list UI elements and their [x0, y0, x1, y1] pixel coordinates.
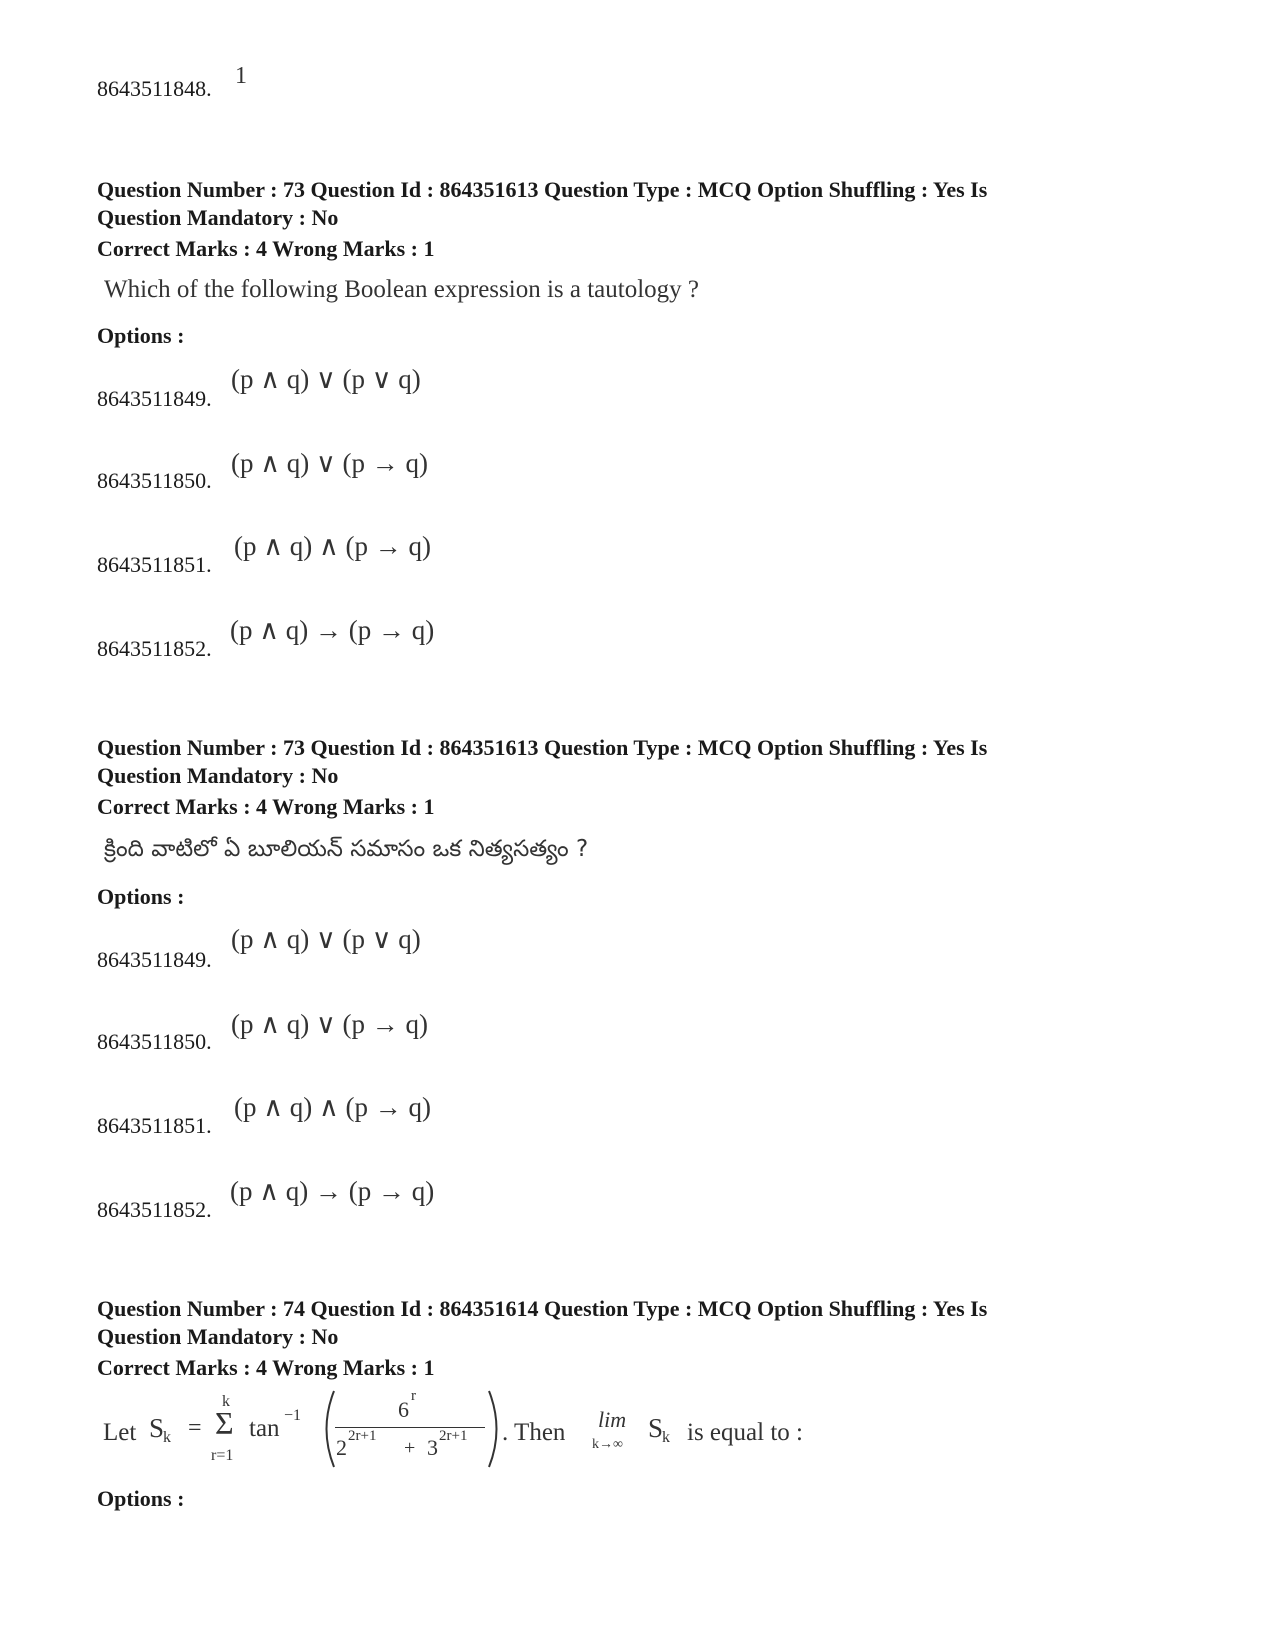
sigma-symbol: Σ — [215, 1405, 234, 1441]
marks-line: Correct Marks : 4 Wrong Marks : 1 — [97, 236, 435, 261]
question-header-line1: Question Number : 74 Question Id : 864351614 Question Type : MCQ Option Shuffling : Yes Is — [97, 1296, 988, 1321]
question-formula — [0, 1385, 1275, 1475]
denominator-base-1: 2 — [336, 1435, 347, 1460]
formula-s-2: S — [648, 1413, 664, 1443]
denominator-base-2: 3 — [427, 1435, 438, 1460]
question-header-line2: Question Mandatory : No — [97, 763, 339, 788]
formula-then: . Then — [502, 1419, 566, 1446]
question-header-line2: Question Mandatory : No — [97, 1324, 339, 1349]
question-text: క్రింది వాటిలో ఏ బూలియన్ సమాసం ఒక నిత్యసత్యం ? — [104, 836, 589, 862]
option-expression: (p ∧ q) ∨ (p ∨ q) — [231, 364, 421, 394]
marks-line: Correct Marks : 4 Wrong Marks : 1 — [97, 1355, 435, 1380]
numerator-base: 6 — [398, 1397, 409, 1422]
option-expression: (p ∧ q) ∧ (p → q) — [234, 531, 431, 561]
option-id: 8643511851. — [97, 552, 212, 577]
question-header-line2: Question Mandatory : No — [97, 205, 339, 230]
options-label: Options : — [97, 884, 185, 909]
formula-lim-subscript: k→∞ — [592, 1437, 623, 1452]
option-id: 8643511850. — [97, 1029, 212, 1054]
question-header-line1: Question Number : 73 Question Id : 864351613 Question Type : MCQ Option Shuffling : Yes Is — [97, 735, 988, 760]
marks-line: Correct Marks : 4 Wrong Marks : 1 — [97, 794, 435, 819]
options-label: Options : — [97, 1486, 185, 1511]
formula-s-subscript: k — [163, 1429, 171, 1446]
sum-lower-limit: r=1 — [211, 1447, 234, 1464]
option-id: 8643511851. — [97, 1113, 212, 1138]
option-id: 8643511852. — [97, 636, 212, 661]
denominator-exponent-2: 2r+1 — [439, 1428, 468, 1444]
formula-lim: lim — [598, 1407, 627, 1432]
sum-upper-limit: k — [222, 1393, 230, 1410]
question-text: Which of the following Boolean expression is a tautology ? — [104, 276, 700, 303]
formula-s: S — [149, 1413, 165, 1443]
option-expression: (p ∧ q) → (p → q) — [230, 1176, 435, 1206]
option-text: 1 — [235, 63, 247, 89]
numerator-exponent: r — [411, 1388, 416, 1404]
option-expression: (p ∧ q) ∨ (p ∨ q) — [231, 924, 421, 954]
formula-inverse-exponent: −1 — [284, 1407, 302, 1424]
option-id: 8643511849. — [97, 386, 212, 411]
denominator-exponent-1: 2r+1 — [348, 1428, 377, 1444]
denominator-plus: + — [404, 1437, 416, 1459]
option-id: 8643511849. — [97, 947, 212, 972]
left-paren-icon — [316, 1389, 338, 1469]
formula-s-subscript-2: k — [662, 1429, 670, 1446]
options-label: Options : — [97, 323, 185, 348]
option-id: 8643511852. — [97, 1197, 212, 1222]
formula-tail: is equal to : — [687, 1419, 803, 1446]
option-id: 8643511850. — [97, 468, 212, 493]
question-header-q3 — [97, 1295, 987, 1351]
formula-equals: = — [188, 1415, 202, 1441]
option-expression: (p ∧ q) ∨ (p → q) — [231, 1009, 428, 1039]
option-expression: (p ∧ q) → (p → q) — [230, 615, 435, 645]
option-expression: (p ∧ q) ∨ (p → q) — [231, 448, 428, 478]
question-header-q1 — [97, 176, 987, 232]
option-expression: (p ∧ q) ∧ (p → q) — [234, 1092, 431, 1122]
question-header-line1: Question Number : 73 Question Id : 864351613 Question Type : MCQ Option Shuffling : Yes Is — [97, 177, 988, 202]
formula-tan: tan — [249, 1415, 280, 1442]
option-id: 8643511848. — [97, 76, 212, 101]
question-header-q2 — [97, 734, 987, 790]
formula-let: Let — [103, 1419, 137, 1446]
